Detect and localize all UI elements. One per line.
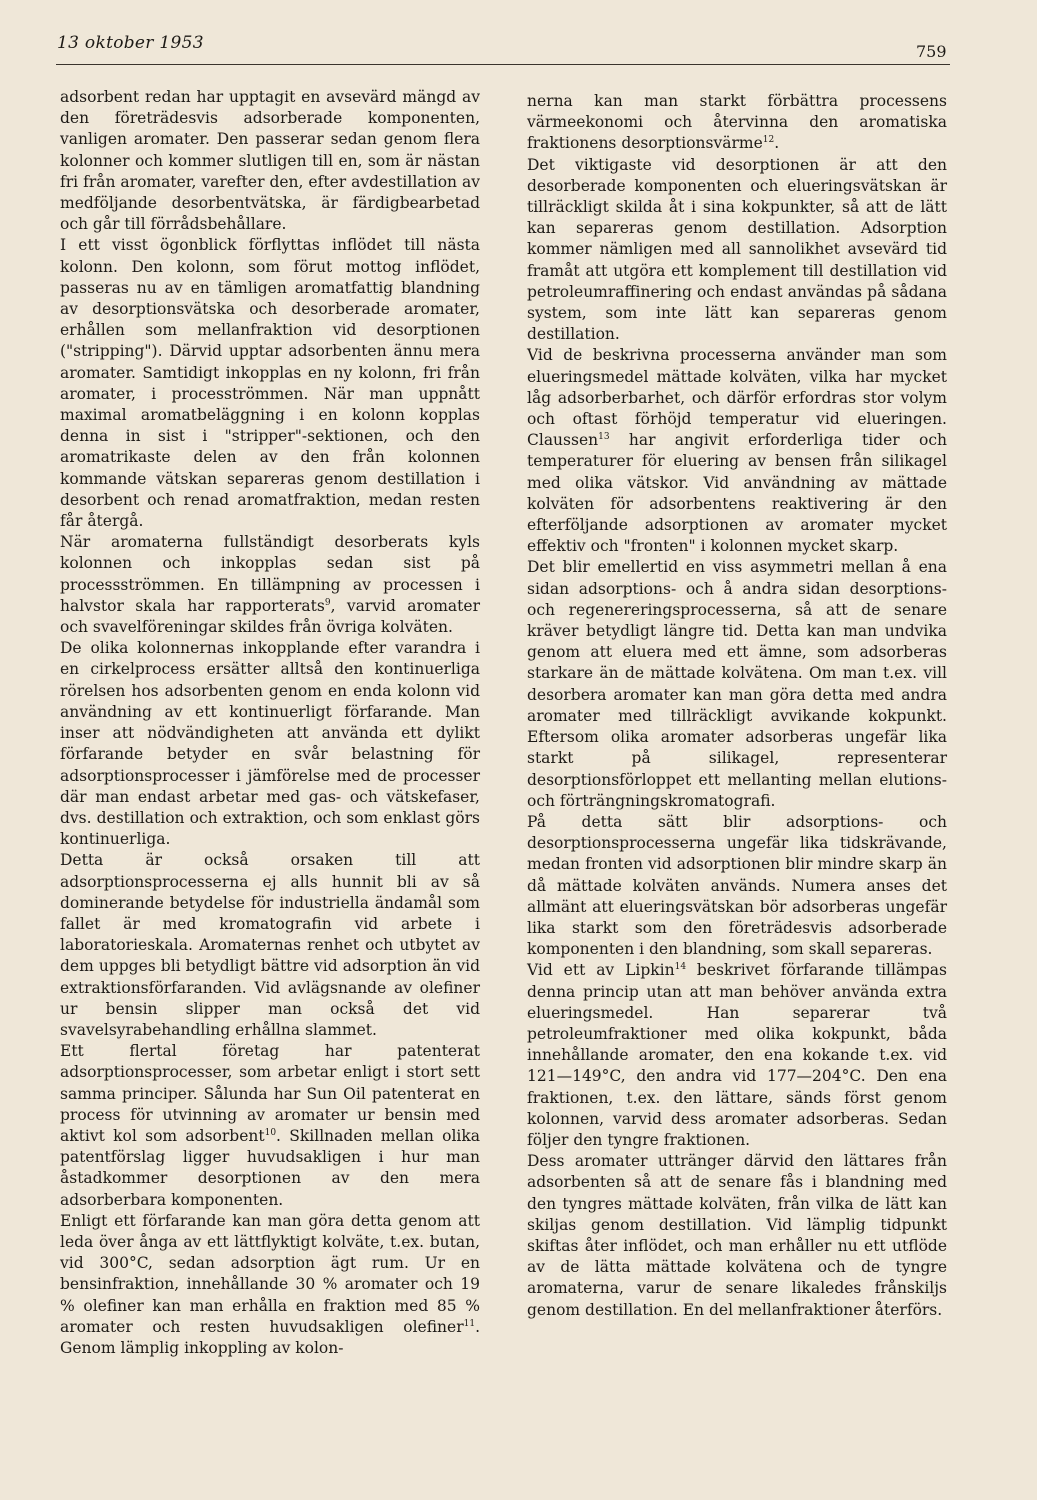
paragraph: Ett flertal företag har patenterat adsorptionsprocesser, som arbetar enligt i stort sett samma principer. Sålunda har Sun Oil patenterat en process för utvinning av aromater ur bensin med aktivt kol som adsorbent$^{10}$. Skillnaden mellan olika patentförslag ligger huvudsakligen i hur man åstadkommer desorptionen av den mera adsorberbara komponenten. xyxy=(60,1042,480,1209)
paragraph: På detta sätt blir adsorptions- och desorptionsprocesserna ungefär lika tidskrävande, medan fronten vid adsorptionen blir mindre skarp än då mättade kolväten används. Numera anses det allmänt att elueringsvätskan bör adsorberas ungefär lika starkt som den företrädesvis adsorberade komponenten i den blandning, som skall separeras. xyxy=(527,812,947,959)
left-column xyxy=(60,87,480,1359)
footnote-ref: 14 xyxy=(674,962,687,973)
paragraph: Detta är också orsaken till att adsorptionsprocesserna ej alls hunnit bli av så dominerande betydelse för industriella ändamål som fallet är med kromatografin vid arbete i laboratorieskala. Aromaternas renhet och utbytet av dem uppges bli betydligt bättre vid adsorption än vid extraktionsförfaranden. Vid avlägsnande av olefiner ur bensin slipper man också det vid svavelsyrabehandling erhållna slammet. xyxy=(60,851,480,1039)
header-rule xyxy=(56,64,950,65)
paragraph: Enligt ett förfarande kan man göra detta genom att leda över ånga av ett lättflyktigt kolväte, t.ex. butan, vid 300°C, sedan adsorption ägt rum. Ur en bensinfraktion, innehållande 30 % aromater och 19 % olefiner kan man erhålla en fraktion med 85 % aromater och resten huvudsakligen olefiner$^{11}$. Genom lämplig inkoppling av kolon- xyxy=(60,1211,480,1357)
paragraph: Det viktigaste vid desorptionen är att den desorberade komponenten och elueringsvätskan är tillräckligt skilda åt i sina kokpunkter, så att de lätt kan separeras genom destillation. Adsorption kommer nämligen med all sannolikhet avsevärd tid framåt att utgöra ett komplement till destillation vid petroleumraffinering och endast användas på sådana system, som inte lätt kan separeras genom destillation. xyxy=(527,155,947,344)
paragraph: De olika kolonnernas inkopplande efter varandra i en cirkelprocess ersätter alltså den kontinuerliga rörelsen hos adsorbenten genom en enda kolonn vid användning av ett kontinuerligt förfarande. Man inser att nödvändigheten att använda ett dylikt förfarande betyder en svår belastning för adsorptionsprocesser i jämförelse med de processer där man endast arbetar med gas- och vätskefaser, dvs. destillation och extraktion, och som enklast görs kontinuerliga. xyxy=(60,639,480,849)
page-number: 759 xyxy=(916,42,947,61)
paragraph: Dess aromater uttränger därvid den lättares från adsorbenten så att de senare fås i blandning med den tyngres mättade kolväten, från vilka de lätt kan skiljas genom destillation. Vid lämplig tidpunkt skiftas åter inflödet, och man erhåller nu ett utflöde av de lätta mättade kolvätena och de tyngre aromaterna, varur de senare likaledes frånskiljs genom destillation. En del mellanfraktioner återförs. xyxy=(527,1152,947,1319)
issue-date: 13 oktober 1953 xyxy=(57,33,204,53)
paragraph: I ett visst ögonblick förflyttas inflödet till nästa kolonn. Den kolonn, som förut mottog inflödet, passeras nu av en tämligen aromatfattig blandning av desorptionsvätska och desorberade aromater, erhållen som mellanfraktion vid desorptionen ("stripping"). Därvid upptar adsorbenten ännu mera aromater. Samtidigt inkopplas en ny kolonn, fri från aromater, i procesströmmen. När man uppnått maximal aromatbeläggning i en kolonn kopplas denna in sist i "stripper"-sektionen, och den aromatrikaste delen av den från kolonnen kommande vätskan separeras genom destillation i desorbent och renad aromatfraktion, medan resten får återgå. xyxy=(60,236,480,531)
footnote-ref: 11 xyxy=(463,1318,476,1329)
paragraph: Vid de beskrivna processerna använder man som elueringsmedel mättade kolväten, vilka har mycket låg adsorberbarhet, och därför erfordras stor volym och oftast förhöjd temperatur vid elueringen. Claussen$^{13}$ har angivit erforderliga tider och temperaturer för eluering av bensen från silikagel med olika vätskor. Vid användning av mättade kolväten för adsorbentens reaktivering är den efterföljande adsorptionen av aromater mycket effektiv och "fronten" i kolonnen mycket skarp. xyxy=(527,346,947,556)
paragraph: Det blir emellertid en viss asymmetri mellan å ena sidan adsorptions- och å andra sidan desorptions- och regenereringsprocesserna, så att de senare kräver betydligt längre tid. Detta kan man undvika genom att eluera med ett ämne, som adsorberas starkare än de mättade kolvätena. Om man t.ex. vill desorbera aromater kan man göra detta med andra aromater med tillräckligt avvikande kokpunkt. Eftersom olika aromater adsorberas ungefär lika starkt på silikagel, representerar desorptionsförloppet ett mellanting mellan elutions- och förträngningskromatografi. xyxy=(527,558,947,810)
footnote-ref: 10 xyxy=(264,1127,277,1138)
paragraph: När aromaterna fullständigt desorberats kyls kolonnen och inkopplas sedan sist på processströmmen. En tillämpning av processen i halvstor skala har rapporterats$^9$, varvid aromater och svavelföreningar skildes från övriga kolväten. xyxy=(60,533,480,637)
footnote-ref: 13 xyxy=(598,432,610,443)
paragraph: Vid ett av Lipkin$^{14}$ beskrivet förfarande tillämpas denna princip utan att man behöver använda extra elueringsmedel. Han separerar två petroleumfraktioner med olika kokpunkt, båda innehållande aromater, den ena kokande t.ex. vid 121—149°C, den andra vid 177—204°C. Den ena fraktionen, t.ex. den lättare, sänds först genom kolonnen, varvid dess aromater adsorberas. Sedan följer den tyngre fraktionen. xyxy=(527,961,948,1149)
footnote-ref: 12 xyxy=(762,135,775,146)
footnote-ref: 9 xyxy=(324,597,331,608)
paragraph: nerna kan man starkt förbättra processens värmeekonomi och återvinna den aromatiska fraktionens desorptionsvärme$^{12}$. xyxy=(527,92,947,153)
right-column xyxy=(527,91,947,1321)
paragraph: adsorbent redan har upptagit en avsevärd mängd av den företrädesvis adsorberade komponenten, vanligen aromater. Den passerar sedan genom flera kolonner och kommer slutligen till en, som är nästan fri från aromater, varefter den, efter avdestillation av medföljande desorbentvätska, är färdigbearbetad och går till förrådsbehållare. xyxy=(60,88,480,234)
page-header xyxy=(0,0,1037,70)
